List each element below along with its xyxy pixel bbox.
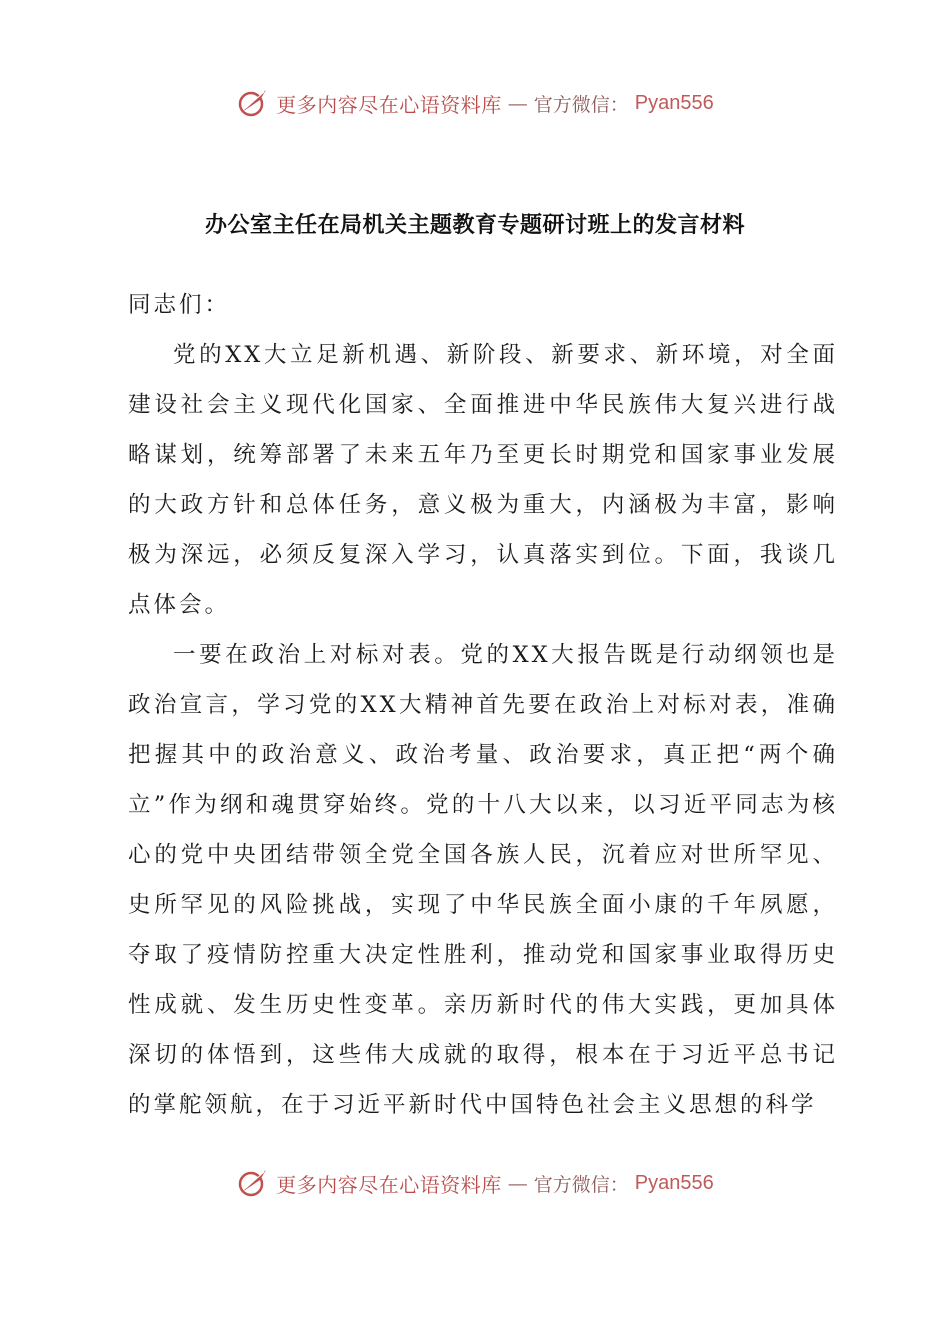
- footer-banner: [0, 1163, 950, 1203]
- quill-circle-logo-icon: [236, 86, 270, 120]
- banner-text: 更多内容尽在心语资料库: [276, 92, 502, 117]
- banner-separator: —: [507, 91, 528, 115]
- banner-wechat-handle: Pyan556: [634, 91, 714, 114]
- paragraph-political-alignment: 一要在政治上对标对表。党的XX大报告既是行动纲领也是政治宣言，学习党的XX大精神首先要在政治上对标对表，准确把握其中的政治意义、政治考量、政治要求，真正把“两个确立”作为纲和魂贯穿始终。党的十八大以来，以习近平同志为核心的党中央团结带领全党全国各族人民，沉着应对世所罕见、史所罕见的风险挑战，实现了中华民族全面小康的千年夙愿，夺取了疫情防控重大决定性胜利，推动党和国家事业取得历史性成就、发生历史性变革。亲历新时代的伟大实践，更加具体深切的体悟到，这些伟大成就的取得，根本在于习近平总书记的掌舵领航，在于习近平新时代中国特色社会主义思想的科学: [128, 642, 838, 1118]
- banner-wechat-handle: Pyan556: [634, 1171, 714, 1194]
- banner-separator: —: [507, 1171, 528, 1195]
- salutation: 同志们：: [128, 292, 231, 318]
- document-title: 办公室主任在局机关主题教育专题研讨班上的发言材料: [204, 213, 745, 238]
- paragraph-intro: 党的XX大立足新机遇、新阶段、新要求、新环境，对全面建设社会主义现代化国家、全面推进中华民族伟大复兴进行战略谋划，统筹部署了未来五年乃至更长时期党和国家事业发展的大政方针和总体任务，意义极为重大，内涵极为丰富，影响极为深远，必须反复深入学习，认真落实到位。下面，我谈几点体会。: [128, 342, 838, 618]
- quill-circle-logo-icon: [236, 1166, 270, 1200]
- banner-wechat-label: 官方微信：: [533, 93, 629, 116]
- header-banner: [0, 83, 950, 123]
- document-body: [128, 280, 838, 1130]
- banner-text: 更多内容尽在心语资料库: [276, 1172, 502, 1197]
- banner-wechat-label: 官方微信：: [533, 1173, 629, 1196]
